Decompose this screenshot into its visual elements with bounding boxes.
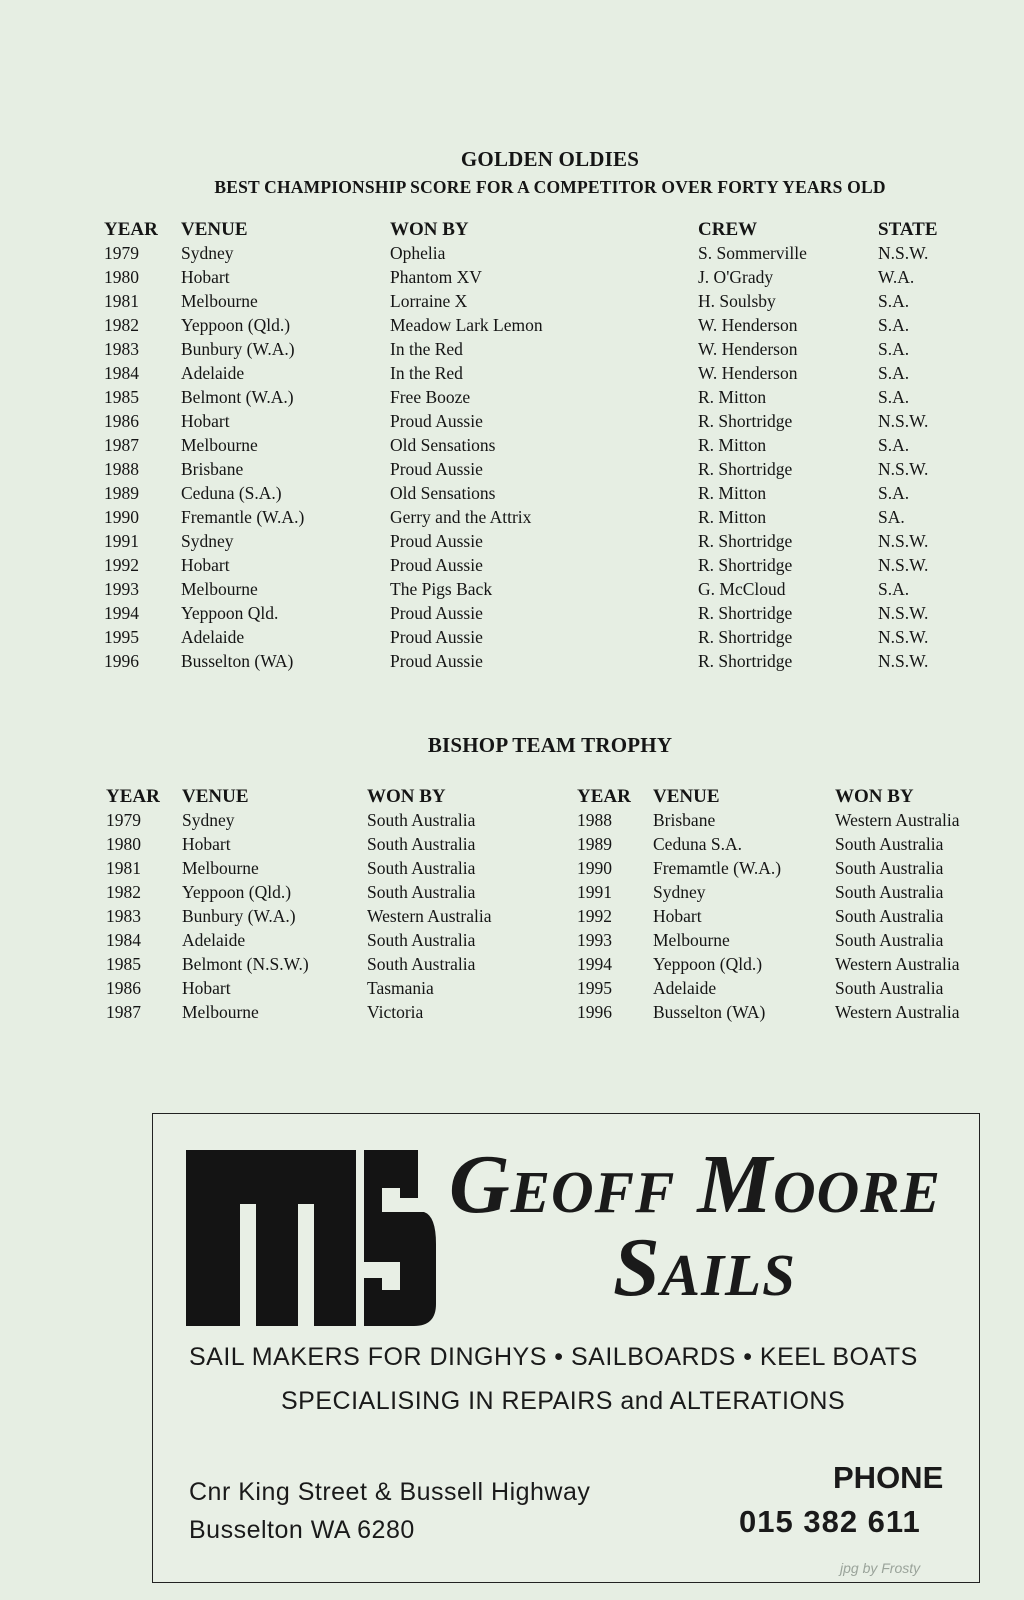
cell-won-by: Gerry and the Attrix xyxy=(390,507,532,527)
cell-venue: Melbourne xyxy=(181,291,258,311)
cell-won-by: South Australia xyxy=(367,954,476,974)
header-year: YEAR xyxy=(577,786,631,807)
cell-state: N.S.W. xyxy=(878,603,929,623)
cell-year: 1989 xyxy=(577,834,612,854)
table-row xyxy=(104,291,948,315)
table-row xyxy=(104,243,948,267)
table-row xyxy=(577,1002,985,1026)
bishop-right-rows xyxy=(577,810,985,1026)
table-row xyxy=(106,954,567,978)
cell-venue: Hobart xyxy=(653,906,702,926)
table-row xyxy=(104,411,948,435)
table-row xyxy=(104,555,948,579)
cell-venue: Adelaide xyxy=(181,627,245,647)
cell-won-by: South Australia xyxy=(835,906,944,926)
table-row xyxy=(106,858,567,882)
address-street: Cnr King Street & Bussell Highway xyxy=(189,1478,591,1506)
cell-year: 1980 xyxy=(106,834,141,854)
cell-year: 1983 xyxy=(106,906,141,926)
cell-year: 1983 xyxy=(104,339,139,359)
cell-state: N.S.W. xyxy=(878,243,929,263)
cell-year: 1979 xyxy=(104,243,139,263)
table-row xyxy=(104,315,948,339)
cell-crew: R. Shortridge xyxy=(698,531,793,551)
table-row xyxy=(104,579,948,603)
cell-year: 1993 xyxy=(104,579,139,599)
cell-year: 1992 xyxy=(104,555,139,575)
header-state: STATE xyxy=(878,219,938,240)
cell-year: 1995 xyxy=(577,978,612,998)
cell-venue: Brisbane xyxy=(181,459,244,479)
cell-won-by: Proud Aussie xyxy=(390,651,483,671)
cell-crew: G. McCloud xyxy=(698,579,786,599)
cell-won-by: South Australia xyxy=(367,930,476,950)
table-row xyxy=(577,978,985,1002)
cell-crew: J. O'Grady xyxy=(698,267,774,287)
cell-crew: R. Shortridge xyxy=(698,603,793,623)
table-row xyxy=(577,810,985,834)
cell-won-by: Tasmania xyxy=(367,978,434,998)
table-row xyxy=(106,810,567,834)
cell-year: 1988 xyxy=(104,459,139,479)
table-row xyxy=(577,834,985,858)
cell-year: 1991 xyxy=(577,882,612,902)
cell-year: 1989 xyxy=(104,483,139,503)
cell-venue: Bunbury (W.A.) xyxy=(181,339,295,359)
tagline-repairs: SPECIALISING IN REPAIRS and ALTERATIONS xyxy=(281,1387,846,1415)
header-year: YEAR xyxy=(106,786,160,807)
table-row xyxy=(104,435,948,459)
cell-venue: Sydney xyxy=(181,531,234,551)
cell-venue: Belmont (W.A.) xyxy=(181,387,294,407)
cell-venue: Hobart xyxy=(182,834,231,854)
table-row xyxy=(104,483,948,507)
cell-won-by: South Australia xyxy=(367,834,476,854)
cell-venue: Fremantle (W.A.) xyxy=(181,507,305,527)
cell-state: N.S.W. xyxy=(878,459,929,479)
cell-won-by: Meadow Lark Lemon xyxy=(390,315,543,335)
cell-won-by: Proud Aussie xyxy=(390,459,483,479)
cell-venue: Sydney xyxy=(182,810,235,830)
cell-venue: Busselton (WA) xyxy=(181,651,294,671)
table-header-row xyxy=(577,786,985,810)
cell-year: 1987 xyxy=(104,435,139,455)
phone-number: 015 382 611 xyxy=(739,1504,921,1539)
cell-venue: Melbourne xyxy=(182,858,259,878)
cell-year: 1990 xyxy=(104,507,139,527)
cell-state: S.A. xyxy=(878,315,910,335)
cell-crew: R. Mitton xyxy=(698,483,767,503)
cell-won-by: South Australia xyxy=(367,882,476,902)
cell-venue: Yeppoon Qld. xyxy=(181,603,279,623)
cell-year: 1988 xyxy=(577,810,612,830)
cell-crew: W. Henderson xyxy=(698,363,798,383)
cell-year: 1995 xyxy=(104,627,139,647)
cell-won-by: Old Sensations xyxy=(390,483,496,503)
cell-venue: Melbourne xyxy=(653,930,730,950)
brand-name-line-1: Geoff Moore xyxy=(449,1138,941,1231)
cell-year: 1982 xyxy=(106,882,141,902)
cell-crew: R. Mitton xyxy=(698,387,767,407)
cell-state: S.A. xyxy=(878,291,910,311)
cell-crew: W. Henderson xyxy=(698,339,798,359)
cell-year: 1996 xyxy=(104,651,139,671)
cell-won-by: South Australia xyxy=(835,978,944,998)
cell-won-by: Old Sensations xyxy=(390,435,496,455)
geoff-moore-sails-advert xyxy=(152,1113,980,1583)
header-crew: CREW xyxy=(698,219,758,240)
cell-year: 1986 xyxy=(106,978,141,998)
cell-state: S.A. xyxy=(878,363,910,383)
cell-won-by: South Australia xyxy=(835,834,944,854)
table-row xyxy=(577,882,985,906)
table-row xyxy=(104,459,948,483)
cell-won-by: South Australia xyxy=(835,858,944,878)
cell-year: 1990 xyxy=(577,858,612,878)
cell-state: SA. xyxy=(878,507,905,527)
cell-crew: W. Henderson xyxy=(698,315,798,335)
cell-crew: H. Soulsby xyxy=(698,291,776,311)
cell-won-by: The Pigs Back xyxy=(390,579,493,599)
cell-state: S.A. xyxy=(878,483,910,503)
brand-name-line-2: Sails xyxy=(613,1221,796,1314)
cell-won-by: In the Red xyxy=(390,363,463,383)
table-row xyxy=(104,339,948,363)
table-row xyxy=(104,651,948,675)
header-venue: VENUE xyxy=(181,219,248,240)
cell-venue: Adelaide xyxy=(653,978,717,998)
cell-won-by: Western Australia xyxy=(835,810,960,830)
cell-crew: R. Shortridge xyxy=(698,459,793,479)
cell-venue: Ceduna S.A. xyxy=(653,834,742,854)
cell-year: 1979 xyxy=(106,810,141,830)
cell-won-by: Proud Aussie xyxy=(390,627,483,647)
cell-won-by: Lorraine X xyxy=(390,291,468,311)
table-row xyxy=(106,882,567,906)
cell-won-by: Free Booze xyxy=(390,387,471,407)
cell-year: 1984 xyxy=(106,930,141,950)
cell-year: 1992 xyxy=(577,906,612,926)
table-row xyxy=(106,906,567,930)
tagline-services: SAIL MAKERS FOR DINGHYS • SAILBOARDS • KEEL BOATS xyxy=(189,1343,918,1371)
cell-crew: R. Shortridge xyxy=(698,651,793,671)
cell-won-by: Proud Aussie xyxy=(390,603,483,623)
cell-crew: R. Shortridge xyxy=(698,411,793,431)
cell-venue: Sydney xyxy=(653,882,706,902)
gms-logo-icon xyxy=(186,1144,436,1326)
cell-won-by: South Australia xyxy=(835,930,944,950)
cell-won-by: South Australia xyxy=(367,810,476,830)
phone-label: PHONE xyxy=(833,1460,944,1495)
cell-won-by: Proud Aussie xyxy=(390,531,483,551)
golden-oldies-table xyxy=(104,219,948,675)
cell-year: 1985 xyxy=(104,387,139,407)
cell-venue: Brisbane xyxy=(653,810,716,830)
header-won-by: WON BY xyxy=(390,219,469,240)
header-venue: VENUE xyxy=(182,786,249,807)
cell-won-by: South Australia xyxy=(835,882,944,902)
table-row xyxy=(577,858,985,882)
cell-won-by: Western Australia xyxy=(835,954,960,974)
cell-venue: Yeppoon (Qld.) xyxy=(181,315,291,335)
cell-venue: Hobart xyxy=(181,267,230,287)
table-header-row xyxy=(106,786,567,810)
cell-state: W.A. xyxy=(878,267,915,287)
cell-year: 1994 xyxy=(104,603,139,623)
bishop-left-rows xyxy=(106,810,567,1026)
cell-year: 1991 xyxy=(104,531,139,551)
cell-won-by: Victoria xyxy=(367,1002,424,1022)
cell-venue: Adelaide xyxy=(182,930,246,950)
cell-venue: Melbourne xyxy=(182,1002,259,1022)
golden-oldies-rows xyxy=(104,243,948,675)
cell-year: 1994 xyxy=(577,954,612,974)
cell-state: N.S.W. xyxy=(878,627,929,647)
cell-won-by: Proud Aussie xyxy=(390,411,483,431)
bishop-trophy-title: BISHOP TEAM TROPHY xyxy=(427,733,673,757)
header-won-by: WON BY xyxy=(835,786,914,807)
cell-state: N.S.W. xyxy=(878,555,929,575)
bishop-table-right xyxy=(577,786,985,1026)
cell-year: 1985 xyxy=(106,954,141,974)
header-venue: VENUE xyxy=(653,786,720,807)
cell-state: S.A. xyxy=(878,387,910,407)
table-row xyxy=(104,627,948,651)
cell-state: N.S.W. xyxy=(878,411,929,431)
cell-venue: Hobart xyxy=(181,555,230,575)
cell-venue: Yeppoon (Qld.) xyxy=(653,954,763,974)
cell-won-by: Western Australia xyxy=(835,1002,960,1022)
cell-year: 1986 xyxy=(104,411,139,431)
cell-won-by: Phantom XV xyxy=(390,267,482,287)
cell-venue: Fremamtle (W.A.) xyxy=(653,858,782,878)
cell-state: S.A. xyxy=(878,435,910,455)
cell-won-by: Proud Aussie xyxy=(390,555,483,575)
cell-crew: S. Sommerville xyxy=(698,243,807,263)
cell-venue: Melbourne xyxy=(181,579,258,599)
cell-venue: Adelaide xyxy=(181,363,245,383)
cell-crew: R. Shortridge xyxy=(698,627,793,647)
cell-venue: Belmont (N.S.W.) xyxy=(182,954,309,974)
cell-won-by: Ophelia xyxy=(390,243,446,263)
cell-year: 1984 xyxy=(104,363,139,383)
table-row xyxy=(106,1002,567,1026)
address-town: Busselton WA 6280 xyxy=(189,1516,415,1544)
cell-year: 1993 xyxy=(577,930,612,950)
cell-state: N.S.W. xyxy=(878,531,929,551)
cell-venue: Busselton (WA) xyxy=(653,1002,766,1022)
cell-won-by: Western Australia xyxy=(367,906,492,926)
table-row xyxy=(577,954,985,978)
cell-venue: Yeppoon (Qld.) xyxy=(182,882,292,902)
table-row xyxy=(104,363,948,387)
header-year: YEAR xyxy=(104,219,158,240)
table-row xyxy=(577,906,985,930)
cell-venue: Hobart xyxy=(181,411,230,431)
table-row xyxy=(104,603,948,627)
cell-state: S.A. xyxy=(878,579,910,599)
golden-oldies-subtitle: BEST CHAMPIONSHIP SCORE FOR A COMPETITOR OVER FORTY YEARS OLD xyxy=(214,177,886,197)
cell-year: 1982 xyxy=(104,315,139,335)
cell-year: 1981 xyxy=(106,858,141,878)
table-row xyxy=(106,978,567,1002)
scan-credit: jpg by Frosty xyxy=(840,1560,921,1576)
cell-year: 1980 xyxy=(104,267,139,287)
cell-venue: Sydney xyxy=(181,243,234,263)
cell-crew: R. Shortridge xyxy=(698,555,793,575)
table-row xyxy=(104,507,948,531)
golden-oldies-title: GOLDEN OLDIES xyxy=(460,147,640,171)
table-row xyxy=(104,387,948,411)
cell-state: N.S.W. xyxy=(878,651,929,671)
cell-won-by: South Australia xyxy=(367,858,476,878)
cell-won-by: In the Red xyxy=(390,339,463,359)
table-row xyxy=(106,834,567,858)
cell-venue: Hobart xyxy=(182,978,231,998)
cell-state: S.A. xyxy=(878,339,910,359)
header-won-by: WON BY xyxy=(367,786,446,807)
cell-year: 1996 xyxy=(577,1002,612,1022)
cell-crew: R. Mitton xyxy=(698,435,767,455)
cell-venue: Bunbury (W.A.) xyxy=(182,906,296,926)
table-header-row xyxy=(104,219,948,243)
cell-year: 1981 xyxy=(104,291,139,311)
table-row xyxy=(106,930,567,954)
cell-year: 1987 xyxy=(106,1002,141,1022)
table-row xyxy=(577,930,985,954)
cell-venue: Melbourne xyxy=(181,435,258,455)
table-row xyxy=(104,531,948,555)
table-row xyxy=(104,267,948,291)
cell-venue: Ceduna (S.A.) xyxy=(181,483,282,503)
bishop-table-left xyxy=(106,786,567,1026)
cell-crew: R. Mitton xyxy=(698,507,767,527)
